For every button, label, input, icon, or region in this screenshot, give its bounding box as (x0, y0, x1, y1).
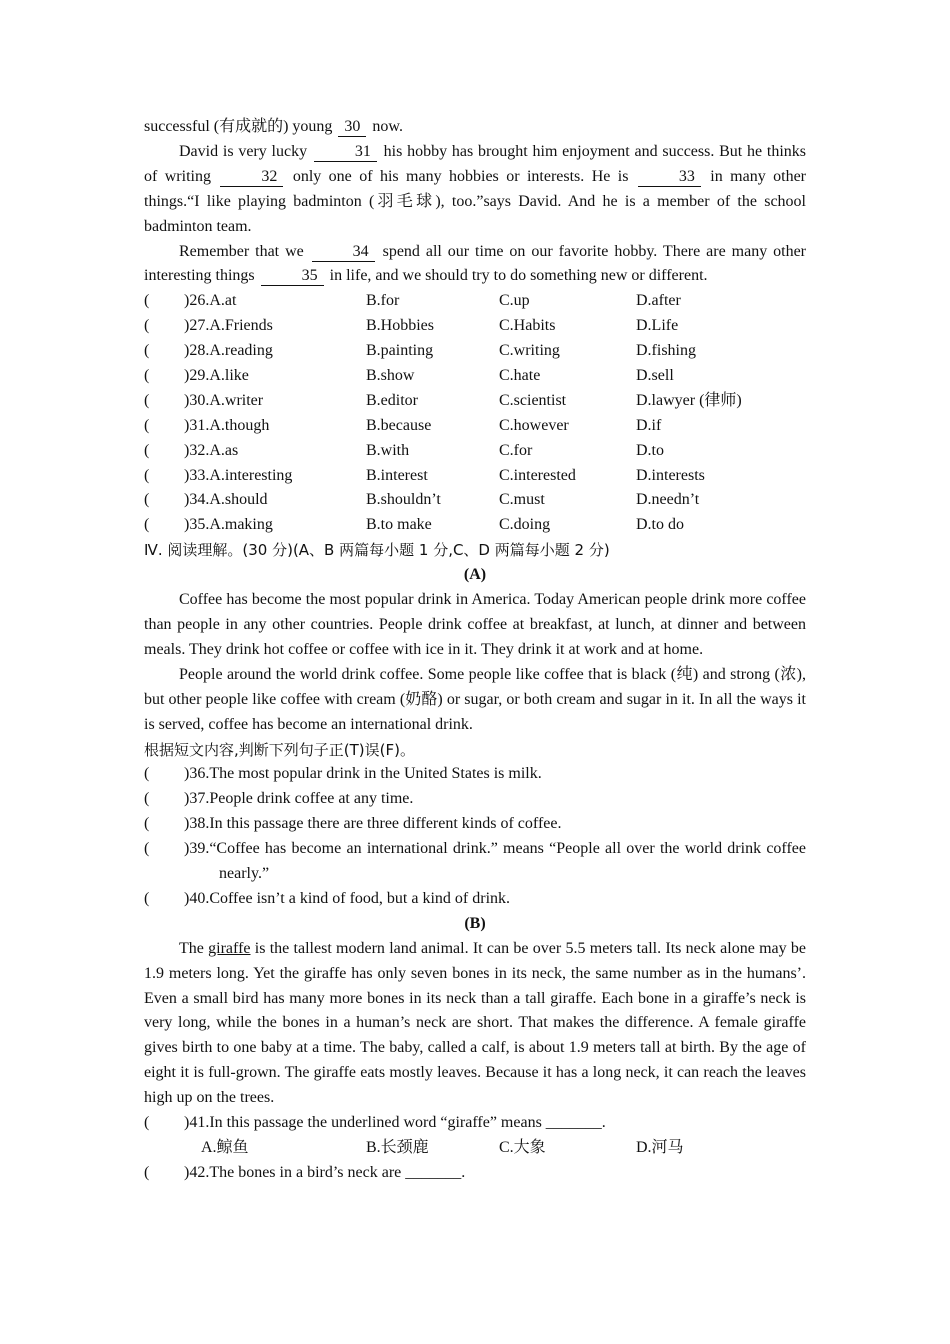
option-c: C.大象 (499, 1139, 546, 1156)
text-run: successful (有成就的) young (144, 118, 333, 135)
blank-32: 32 (220, 168, 283, 187)
passage-a-paragraph-2: People around the world drink coffee. Some people like coffee that is black (纯) and strong (浓), but other people like coffee with cream (奶酪) or sugar, or both cream and sugar in it. In all the ways it is served, coffee has become an international drink. (144, 665, 807, 733)
text-run: in life, and we should try to do something new or different. (329, 267, 708, 285)
answer-paren: ( (144, 416, 150, 434)
question-row (144, 364, 806, 389)
text-run: now. (372, 118, 403, 135)
blank-31: 31 (314, 143, 377, 162)
option-a: )32.A.as (184, 441, 239, 459)
question-text: )42.The bones in a bird’s neck are _______. (184, 1163, 466, 1181)
question-row (144, 464, 806, 489)
tf-question (144, 787, 806, 812)
answer-paren: ( (144, 367, 150, 385)
passage-b-paragraph (144, 937, 806, 1111)
option-a: )26.A.at (184, 292, 237, 310)
question-row (144, 439, 806, 464)
option-d: D.interests (636, 466, 705, 484)
passage-continuation-line (144, 115, 806, 140)
underlined-word: giraffe (208, 939, 251, 957)
blank-30: 30 (338, 118, 366, 137)
option-c: C.doing (499, 516, 551, 534)
question-row (144, 289, 806, 314)
question-row (144, 389, 806, 414)
option-b: B.with (366, 441, 410, 459)
cloze-options (144, 289, 806, 538)
passage-a-label: (A) (463, 566, 487, 584)
question-text: )41.In this passage the underlined word “giraffe” means _______. (184, 1114, 606, 1132)
option-c: C.interested (499, 466, 576, 484)
option-a: )33.A.interesting (184, 466, 293, 484)
blank-34: 34 (312, 243, 375, 262)
option-d: D.if (636, 416, 662, 434)
answer-paren: ( (144, 1163, 150, 1181)
option-c: C.Habits (499, 317, 556, 335)
tf-question (144, 762, 806, 787)
answer-paren: ( (144, 1114, 150, 1132)
option-d: D.lawyer (律师) (636, 391, 742, 409)
option-d: D.sell (636, 367, 674, 385)
option-d: D.after (636, 292, 681, 310)
option-b: B.shouldn’t (366, 491, 441, 509)
option-c: C.must (499, 491, 545, 509)
answer-paren: ( (144, 889, 150, 907)
option-c: C.however (499, 416, 569, 434)
question-row (144, 339, 806, 364)
question-text: )39.“Coffee has become an international drink.” means “People all over the world drink coffee nearly.” (184, 840, 806, 883)
option-d: D.to (636, 441, 664, 459)
answer-paren: ( (144, 491, 150, 509)
option-b: B.editor (366, 391, 418, 409)
answer-paren: ( (144, 765, 150, 783)
question-row (144, 513, 806, 538)
option-b: B.Hobbies (366, 317, 434, 335)
option-d: D.Life (636, 317, 679, 335)
option-d: D.fishing (636, 342, 696, 360)
question-row (144, 314, 806, 339)
mc-question (144, 1161, 806, 1186)
text-run: Remember that we (179, 242, 304, 260)
answer-paren: ( (144, 516, 150, 534)
option-c: C.hate (499, 367, 541, 385)
answer-paren: ( (144, 840, 150, 858)
text-run: only one of his many hobbies or interests. He is (292, 167, 629, 185)
option-a: )30.A.writer (184, 391, 264, 409)
text-run: spend all our time on our favorite hobby. There are many other interesting things (144, 242, 806, 285)
question-text: )37.People drink coffee at any time. (184, 790, 414, 808)
option-b: B.because (366, 416, 432, 434)
question-options (144, 1136, 806, 1161)
option-d: D.河马 (636, 1139, 684, 1156)
tf-question (144, 887, 806, 912)
answer-paren: ( (144, 391, 150, 409)
answer-paren: ( (144, 466, 150, 484)
option-b: B.show (366, 367, 415, 385)
tf-question (144, 837, 806, 887)
answer-paren: ( (144, 790, 150, 808)
text-run: in many other things.“I like playing badminton (羽毛球), too.”says David. And he is a member of the school badminton team. (144, 167, 807, 235)
text-run: his hobby has brought him enjoyment and success. But he thinks of writing (144, 142, 807, 185)
blank-33: 33 (638, 168, 701, 187)
question-row (144, 414, 806, 439)
blank-35: 35 (261, 267, 324, 286)
option-b: B.interest (366, 466, 428, 484)
option-d: D.to do (636, 516, 684, 534)
answer-paren: ( (144, 292, 150, 310)
passage-b-label: (B) (464, 914, 486, 932)
text-run: David is very lucky (179, 142, 308, 160)
text-run: is the tallest modern land animal. It can be over 5.5 meters tall. Its neck alone may be 1.9 meters long. Yet the giraffe has only seven bones in its neck, the same number as in the humans’. Even a small bird has many more bones in its neck than a tall giraffe. Each bone in a giraffe’s neck is very long, while the bones in a human’s neck are short. That makes the difference. A female giraffe gives birth to one baby at a time. The baby, called a calf, is about 1.9 meters tall at birth. By the age of eight it is full-grown. The giraffe eats mostly leaves. Because it has a long neck, it can reach the leaves high up on the trees. (144, 939, 807, 1107)
option-c: C.up (499, 292, 530, 310)
option-a: )31.A.though (184, 416, 270, 434)
option-a: )34.A.should (184, 491, 268, 509)
instruction-text: 根据短文内容,判断下列句子正(T)误(F)。 (144, 740, 415, 759)
option-c: C.scientist (499, 391, 567, 409)
question-text: )40.Coffee isn’t a kind of food, but a kind of drink. (184, 889, 511, 907)
page-content (144, 115, 806, 1186)
option-a: )28.A.reading (184, 342, 273, 360)
option-a: )35.A.making (184, 516, 273, 534)
text-run: The (179, 939, 204, 957)
option-c: C.writing (499, 342, 560, 360)
tf-question (144, 812, 806, 837)
option-b: B.长颈鹿 (366, 1139, 429, 1156)
answer-paren: ( (144, 441, 150, 459)
option-d: D.needn’t (636, 491, 700, 509)
option-b: B.for (366, 292, 400, 310)
option-b: B.to make (366, 516, 432, 534)
answer-paren: ( (144, 317, 150, 335)
answer-paren: ( (144, 342, 150, 360)
section-heading: Ⅳ. 阅读理解。(30 分)(A、B 两篇每小题 1 分,C、D 两篇每小题 2 分) (144, 541, 610, 560)
mc-question (144, 1111, 806, 1136)
question-text: )38.In this passage there are three different kinds of coffee. (184, 815, 562, 833)
option-b: B.painting (366, 342, 434, 360)
option-a: )27.A.Friends (184, 317, 273, 335)
passage-a-paragraph-1: Coffee has become the most popular drink in America. Today American people drink more coffee than people in any other countries. People drink coffee at breakfast, at lunch, at dinner and between meals. They drink hot coffee or coffee with ice in it. They drink it at work and at home. (144, 591, 806, 658)
answer-paren: ( (144, 815, 150, 833)
passage-paragraph-3 (144, 240, 806, 290)
question-row (144, 488, 806, 513)
option-a: )29.A.like (184, 367, 249, 385)
option-a: A.鲸鱼 (201, 1139, 249, 1156)
question-text: )36.The most popular drink in the United States is milk. (184, 765, 542, 783)
passage-paragraph-2 (144, 140, 806, 240)
option-c: C.for (499, 441, 533, 459)
